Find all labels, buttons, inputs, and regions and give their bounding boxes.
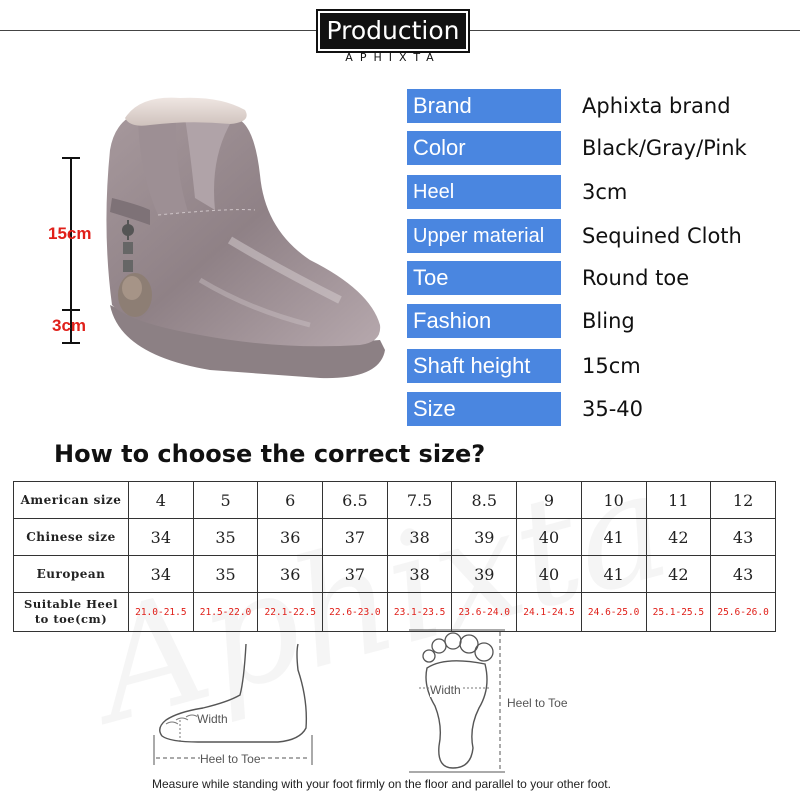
- table-cell: 12: [711, 482, 776, 519]
- spec-label-shaft-height: Shaft height: [407, 349, 561, 383]
- table-cell: 22.6-23.0: [323, 593, 388, 632]
- spec-label-heel: Heel: [407, 175, 561, 209]
- spec-label-color: Color: [407, 131, 561, 165]
- row-head-chinese: Chinese size: [14, 519, 129, 556]
- table-cell: 43: [711, 519, 776, 556]
- table-cell: 35: [193, 556, 258, 593]
- table-cell: 41: [581, 556, 646, 593]
- size-chart-table: [13, 481, 776, 632]
- measure-tick-mid: [62, 309, 80, 311]
- table-cell: 23.1-23.5: [387, 593, 452, 632]
- table-cell: 38: [387, 519, 452, 556]
- table-cell: 42: [646, 556, 711, 593]
- table-cell: 24.6-25.0: [581, 593, 646, 632]
- table-cell: 34: [129, 556, 194, 593]
- spec-label-upper-material: Upper material: [407, 219, 561, 253]
- table-cell: 24.1-24.5: [517, 593, 582, 632]
- spec-value-upper-material: Sequined Cloth: [582, 224, 742, 248]
- spec-value-heel: 3cm: [582, 180, 628, 204]
- table-cell: 39: [452, 556, 517, 593]
- table-cell: 37: [323, 556, 388, 593]
- spec-value-size: 35-40: [582, 397, 644, 421]
- table-cell: 6: [258, 482, 323, 519]
- size-chart-title: How to choose the correct size?: [54, 440, 486, 468]
- table-cell: 36: [258, 556, 323, 593]
- table-cell: 42: [646, 519, 711, 556]
- heel-height-label: 3cm: [52, 316, 87, 335]
- table-cell: 34: [129, 519, 194, 556]
- table-cell: 4: [129, 482, 194, 519]
- boot-image: [80, 80, 400, 400]
- table-cell: 37: [323, 519, 388, 556]
- spec-value-fashion: Bling: [582, 309, 635, 333]
- spec-label-toe: Toe: [407, 261, 561, 295]
- table-cell: 23.6-24.0: [452, 593, 517, 632]
- table-cell: 41: [581, 519, 646, 556]
- table-cell: 43: [711, 556, 776, 593]
- spec-label-brand: Brand: [407, 89, 561, 123]
- table-cell: 10: [581, 482, 646, 519]
- row-head-heel-to-toe: [14, 593, 129, 632]
- table-cell: 22.1-22.5: [258, 593, 323, 632]
- spec-value-shaft-height: 15cm: [582, 354, 641, 378]
- table-cell: 40: [517, 519, 582, 556]
- table-cell: 9: [517, 482, 582, 519]
- spec-value-brand: Aphixta brand: [582, 94, 731, 118]
- table-cell: 25.6-26.0: [711, 593, 776, 632]
- table-cell: 7.5: [387, 482, 452, 519]
- shaft-height-label: 15cm: [48, 224, 92, 243]
- top-heel-to-toe-label: Heel to Toe: [507, 696, 568, 710]
- header-subtitle: APHIXTA: [345, 51, 441, 64]
- header-title: Production: [318, 11, 468, 51]
- table-cell: 36: [258, 519, 323, 556]
- row-head-european: European: [14, 556, 129, 593]
- measure-instruction: Measure while standing with your foot firmly on the floor and parallel to your other foot.: [152, 777, 611, 791]
- table-cell: 39: [452, 519, 517, 556]
- measure-tick-bottom: [62, 342, 80, 344]
- foot-top-diagram: [405, 628, 515, 774]
- table-cell: 38: [387, 556, 452, 593]
- top-width-label: Width: [430, 683, 461, 697]
- size-row-american: [14, 482, 776, 519]
- size-row-heel-to-toe: [14, 593, 776, 632]
- table-cell: 40: [517, 556, 582, 593]
- side-width-label: Width: [197, 712, 228, 726]
- spec-value-toe: Round toe: [582, 266, 690, 290]
- size-row-chinese: [14, 519, 776, 556]
- spec-label-size: Size: [407, 392, 561, 426]
- table-cell: 11: [646, 482, 711, 519]
- table-cell: 8.5: [452, 482, 517, 519]
- table-cell: 6.5: [323, 482, 388, 519]
- spec-value-color: Black/Gray/Pink: [582, 136, 747, 160]
- table-cell: 5: [193, 482, 258, 519]
- size-row-european: [14, 556, 776, 593]
- measure-tick-top: [62, 157, 80, 159]
- header-rule-left: [0, 30, 318, 31]
- table-cell: 21.0-21.5: [129, 593, 194, 632]
- table-cell: 21.5-22.0: [193, 593, 258, 632]
- row-head-line-1: Suitable Heel: [24, 597, 118, 611]
- side-heel-to-toe-label: Heel to Toe: [200, 752, 261, 766]
- foot-side-diagram: [148, 640, 318, 768]
- table-cell: 35: [193, 519, 258, 556]
- spec-label-fashion: Fashion: [407, 304, 561, 338]
- row-head-line-2: to toe(cm): [34, 612, 108, 626]
- table-cell: 25.1-25.5: [646, 593, 711, 632]
- row-head-american: American size: [14, 482, 129, 519]
- header-rule-right: [466, 30, 800, 31]
